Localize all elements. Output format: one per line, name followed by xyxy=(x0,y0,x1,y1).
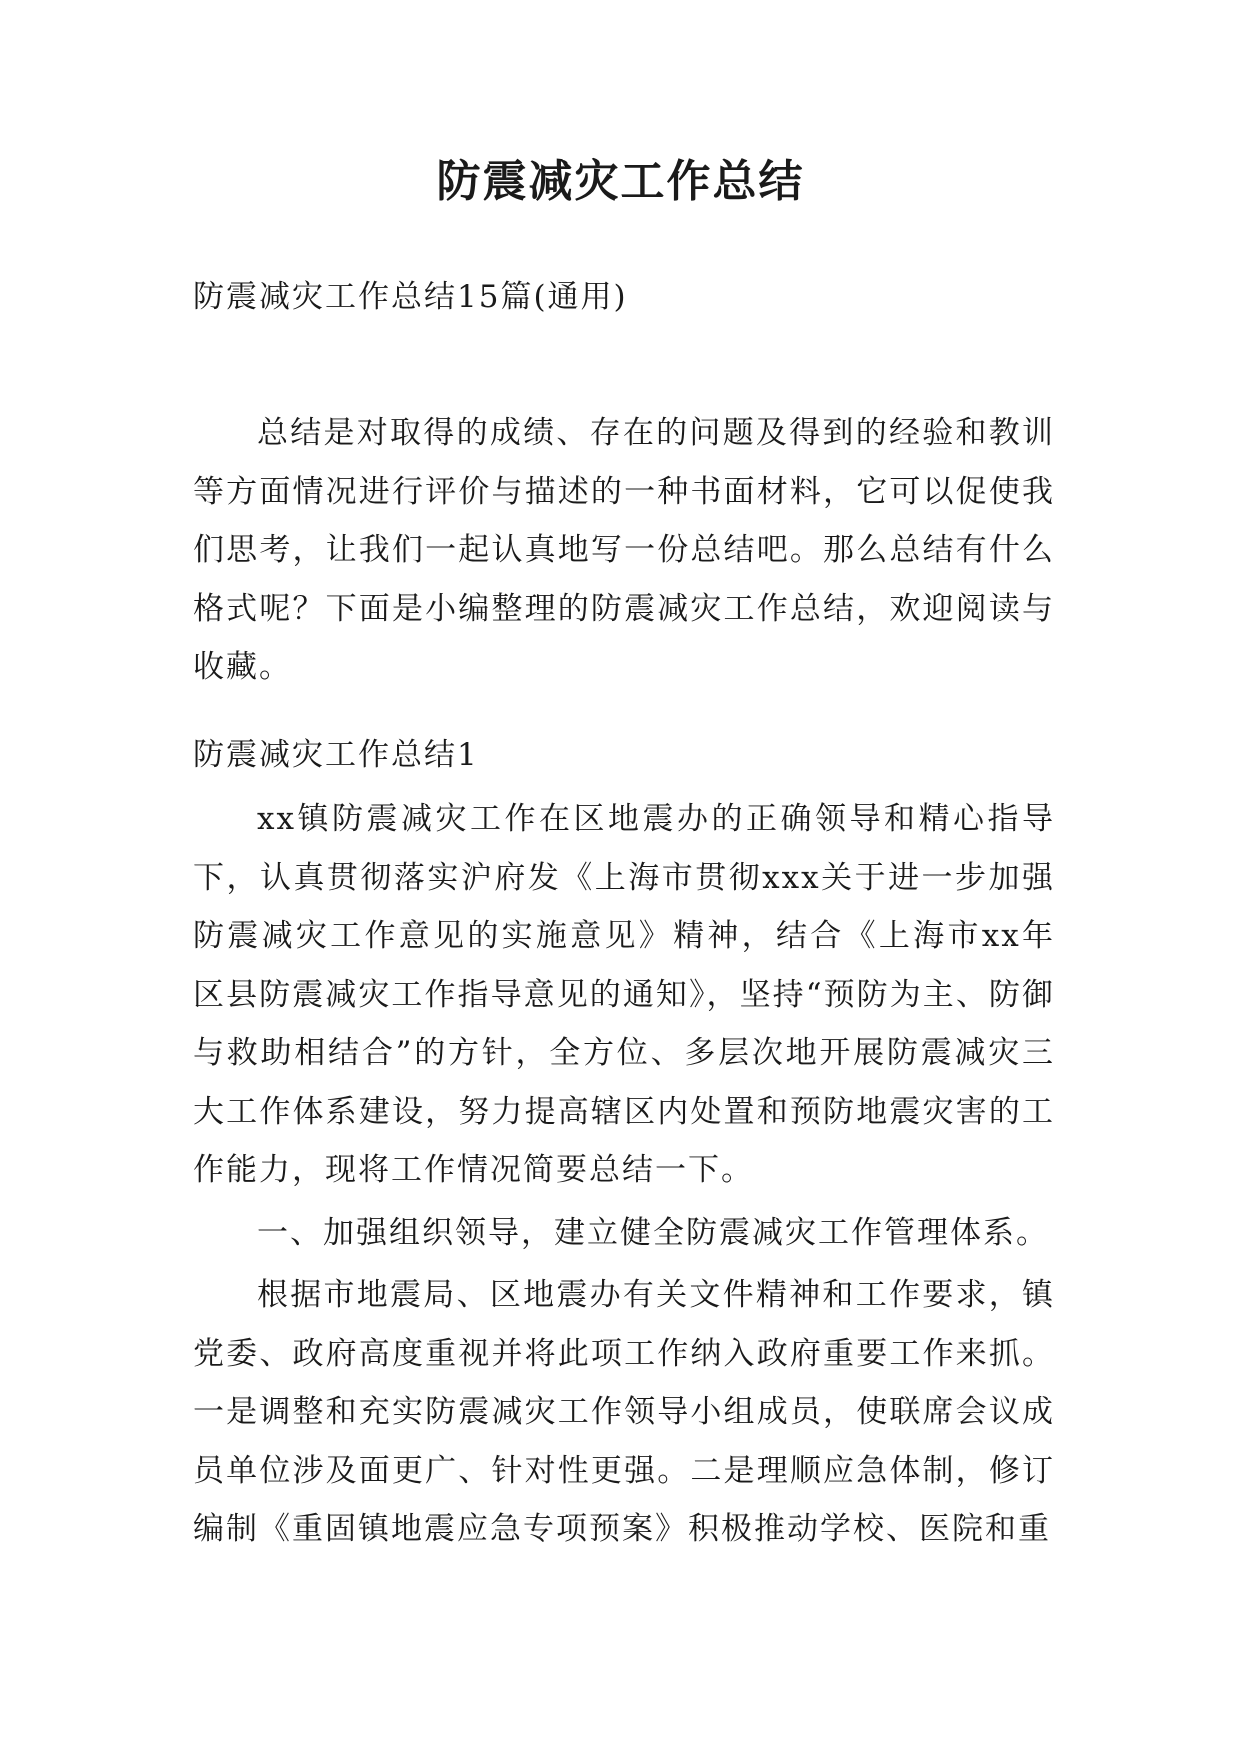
document-subtitle: 防震减灾工作总结15篇(通用) xyxy=(193,279,628,315)
document-title: 防震减灾工作总结 xyxy=(436,156,805,207)
subsection-heading: 一、加强组织领导，建立健全防震减灾工作管理体系。 xyxy=(257,1215,1049,1251)
intro-paragraph: 总结是对取得的成绩、存在的问题及得到的经验和教训等方面情况进行评价与描述的一种书面材料，它可以促使我们思考，让我们一起认真地写一份总结吧。那么总结有什么格式呢？下面是小编整理的防震减灾工作总结，欢迎阅读与收藏。 xyxy=(193,415,1055,685)
section-heading: 防震减灾工作总结1 xyxy=(193,737,479,773)
body-paragraph: xx镇防震减灾工作在区地震办的正确领导和精心指导下，认真贯彻落实沪府发《上海市贯彻xxx关于进一步加强防震减灾工作意见的实施意见》精神，结合《上海市xx年区县防震减灾工作指导意见的通知》，坚持“预防为主、防御与救助相结合”的方针，全方位、多层次地开展防震减灾三大工作体系建设，努力提高辖区内处置和预防地震灾害的工作能力，现将工作情况简要总结一下。 xyxy=(193,801,1055,1188)
body-paragraph: 根据市地震局、区地震办有关文件精神和工作要求，镇党委、政府高度重视并将此项工作纳入政府重要工作来抓。一是调整和充实防震减灾工作领导小组成员，使联席会议成员单位涉及面更广、针对性更强。二是理顺应急体制，修订编制《重固镇地震应急专项预案》积极推动学校、医院和重 xyxy=(193,1277,1055,1547)
